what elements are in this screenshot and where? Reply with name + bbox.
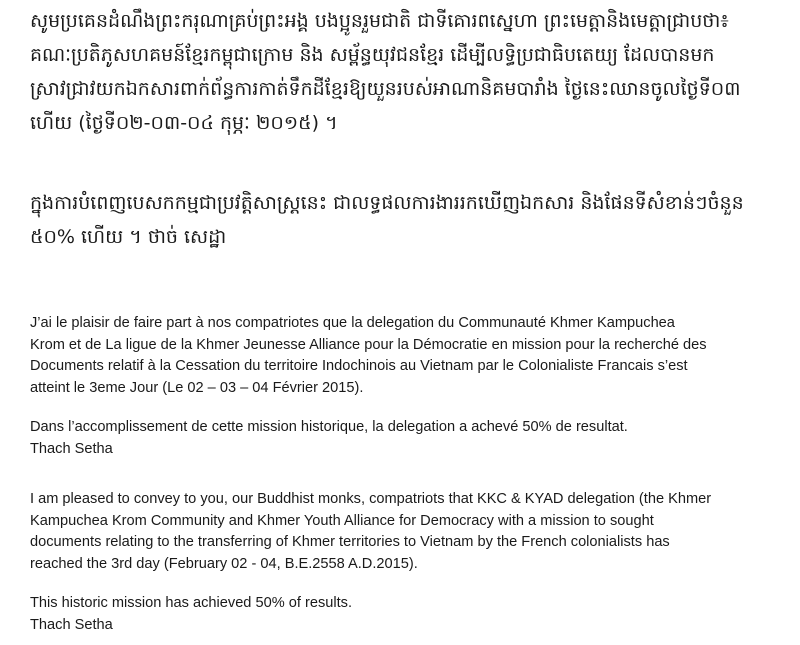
khmer-line: ក្នុងការបំពេញបេសកកម្មជាប្រវត្តិសាស្ត្រនេះ ជាលទ្ធផលការងាររកឃើញឯកសារ និងផែនទីសំខាន់ៗចំនួន	[30, 192, 744, 214]
french-paragraph-announcement	[30, 313, 790, 399]
french-line: Dans l’accomplissement de cette mission historique, la delegation a achevé 50% de resultat.	[30, 419, 628, 435]
english-line: I am pleased to convey to you, our Buddhist monks, compatriots that KKC & KYAD delegation (the Khmer	[30, 491, 712, 507]
khmer-line: ស្រាវជ្រាវយកឯកសារពាក់ព័ន្ធការកាត់ទឹកដីខ្មែរឱ្យយួនរបស់អាណានិគមបារាំង ថ្ងៃនេះឈានចូលថ្ងៃទី០៣	[30, 78, 741, 100]
french-line: Documents relatif à la Cessation du territoire Indochinois au Vietnam par le Colonialiste Francais s’est	[30, 358, 688, 374]
english-line: documents relating to the transferring of Khmer territories to Vietnam by the French colonialists has	[30, 534, 670, 550]
english-line: This historic mission has achieved 50% of results.	[30, 595, 353, 611]
khmer-line: គណៈប្រតិភូសហគមន៍ខ្មែរកម្ពុជាក្រោម និង សម្ព័ន្ធយុវជនខ្មែរ ដើម្បីលទ្ធិប្រជាធិបតេយ្យ ដែលបានមក	[30, 44, 715, 66]
english-line: reached the 3rd day (February 02 - 04, B.E.2558 A.D.2015).	[30, 555, 418, 572]
french-paragraph-result	[30, 417, 790, 460]
french-signature: Thach Setha	[30, 440, 113, 457]
french-line: Krom et de La ligue de la Khmer Jeunesse Alliance pour la Démocratie en mission pour la recherché des	[30, 336, 707, 353]
english-paragraph-result	[30, 593, 790, 636]
english-paragraph-announcement	[30, 489, 790, 575]
khmer-line: ហើយ (ថ្ងៃទី០២-០៣-០៤ កុម្ភៈ ២០១៥) ។	[30, 112, 338, 134]
khmer-line: ៥០% ហើយ ។ ថាច់ សេដ្ឋា	[30, 226, 227, 248]
french-line: atteint le 3eme Jour (Le 02 – 03 – 04 Février 2015).	[30, 379, 364, 396]
english-signature: Thach Setha	[30, 616, 113, 633]
english-line: Kampuchea Krom Community and Khmer Youth Alliance for Democracy with a mission to sought	[30, 512, 654, 529]
khmer-paragraph-announcement	[30, 4, 790, 140]
khmer-paragraph-result	[30, 186, 790, 254]
khmer-line: សូមប្រគេនដំណឹងព្រះករុណាគ្រប់ព្រះអង្គ បងប្អូនរួមជាតិ ជាទីគោរពស្នេហា ព្រះមេត្តានិងមេត្តាជ្រាបថា៖	[30, 10, 729, 32]
french-line: J’ai le plaisir de faire part à nos compatriotes que la delegation du Communauté Khmer Kampuchea	[30, 315, 675, 331]
